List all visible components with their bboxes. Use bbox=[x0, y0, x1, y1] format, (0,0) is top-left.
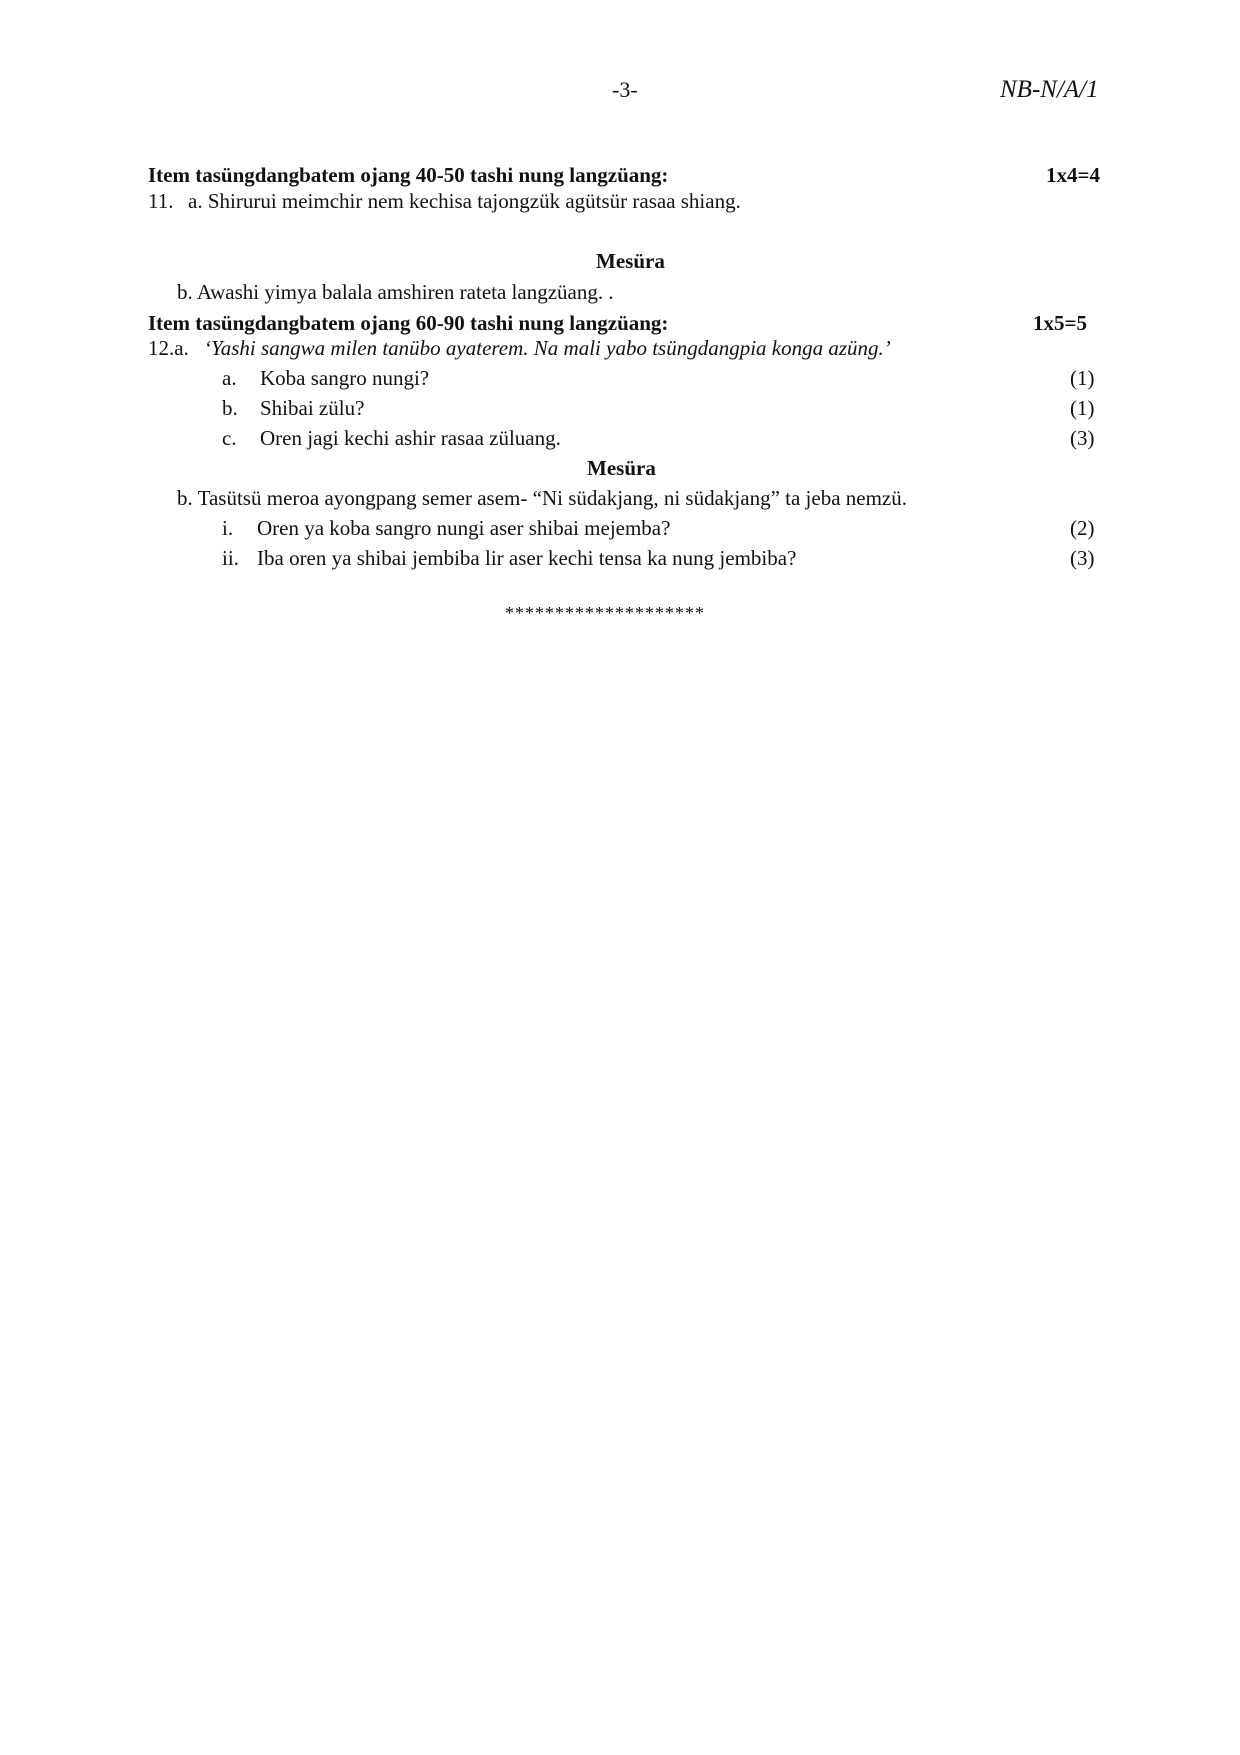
section-1-marks: 1x4=4 bbox=[1046, 163, 1100, 187]
end-of-paper-stars: ******************** bbox=[505, 603, 705, 623]
question-11-or: Mesüra bbox=[596, 249, 665, 273]
sub-question-label: ii. bbox=[222, 546, 239, 570]
sub-question-label: c. bbox=[222, 426, 237, 450]
sub-question-text: Oren jagi kechi ashir rasaa züluang. bbox=[260, 426, 561, 450]
sub-question-marks: (2) bbox=[1070, 516, 1095, 540]
sub-question-marks: (3) bbox=[1070, 546, 1095, 570]
question-12-b: b. Tasütsü meroa ayongpang semer asem- “Ni südakjang, ni südakjang” ta jeba nemzü. bbox=[177, 486, 908, 510]
section-1-instruction: Item tasüngdangbatem ojang 40-50 tashi nung langzüang: bbox=[148, 163, 669, 187]
section-2-marks: 1x5=5 bbox=[1033, 311, 1087, 335]
sub-question-marks: (1) bbox=[1070, 366, 1095, 390]
sub-question-text: Iba oren ya shibai jembiba lir aser kechi tensa ka nung jembiba? bbox=[257, 546, 797, 570]
page-number: -3- bbox=[612, 77, 638, 102]
sub-question-label: b. bbox=[222, 396, 238, 420]
question-12-quote: ‘Yashi sangwa milen tanübo ayaterem. Na mali yabo tsüngdangpia konga azüng.’ bbox=[204, 336, 891, 360]
sub-question-text: Oren ya koba sangro nungi aser shibai mejemba? bbox=[257, 516, 671, 540]
question-11-a: a. Shirurui meimchir nem kechisa tajongzük agütsür rasaa shiang. bbox=[188, 189, 741, 213]
sub-question-text: Shibai zülu? bbox=[260, 396, 365, 420]
sub-question-label: i. bbox=[222, 516, 234, 540]
section-2-instruction: Item tasüngdangbatem ojang 60-90 tashi nung langzüang: bbox=[148, 311, 669, 335]
sub-question-label: a. bbox=[222, 366, 237, 390]
question-12-number: 12.a. bbox=[148, 336, 189, 360]
sub-question-text: Koba sangro nungi? bbox=[260, 366, 430, 390]
question-11-b: b. Awashi yimya balala amshiren rateta langzüang. . bbox=[177, 280, 614, 304]
question-12-or: Mesüra bbox=[587, 456, 656, 480]
question-11-number: 11. bbox=[148, 189, 174, 213]
sub-question-marks: (1) bbox=[1070, 396, 1095, 420]
sub-question-marks: (3) bbox=[1070, 426, 1095, 450]
paper-code: NB-N/A/1 bbox=[1000, 76, 1099, 103]
